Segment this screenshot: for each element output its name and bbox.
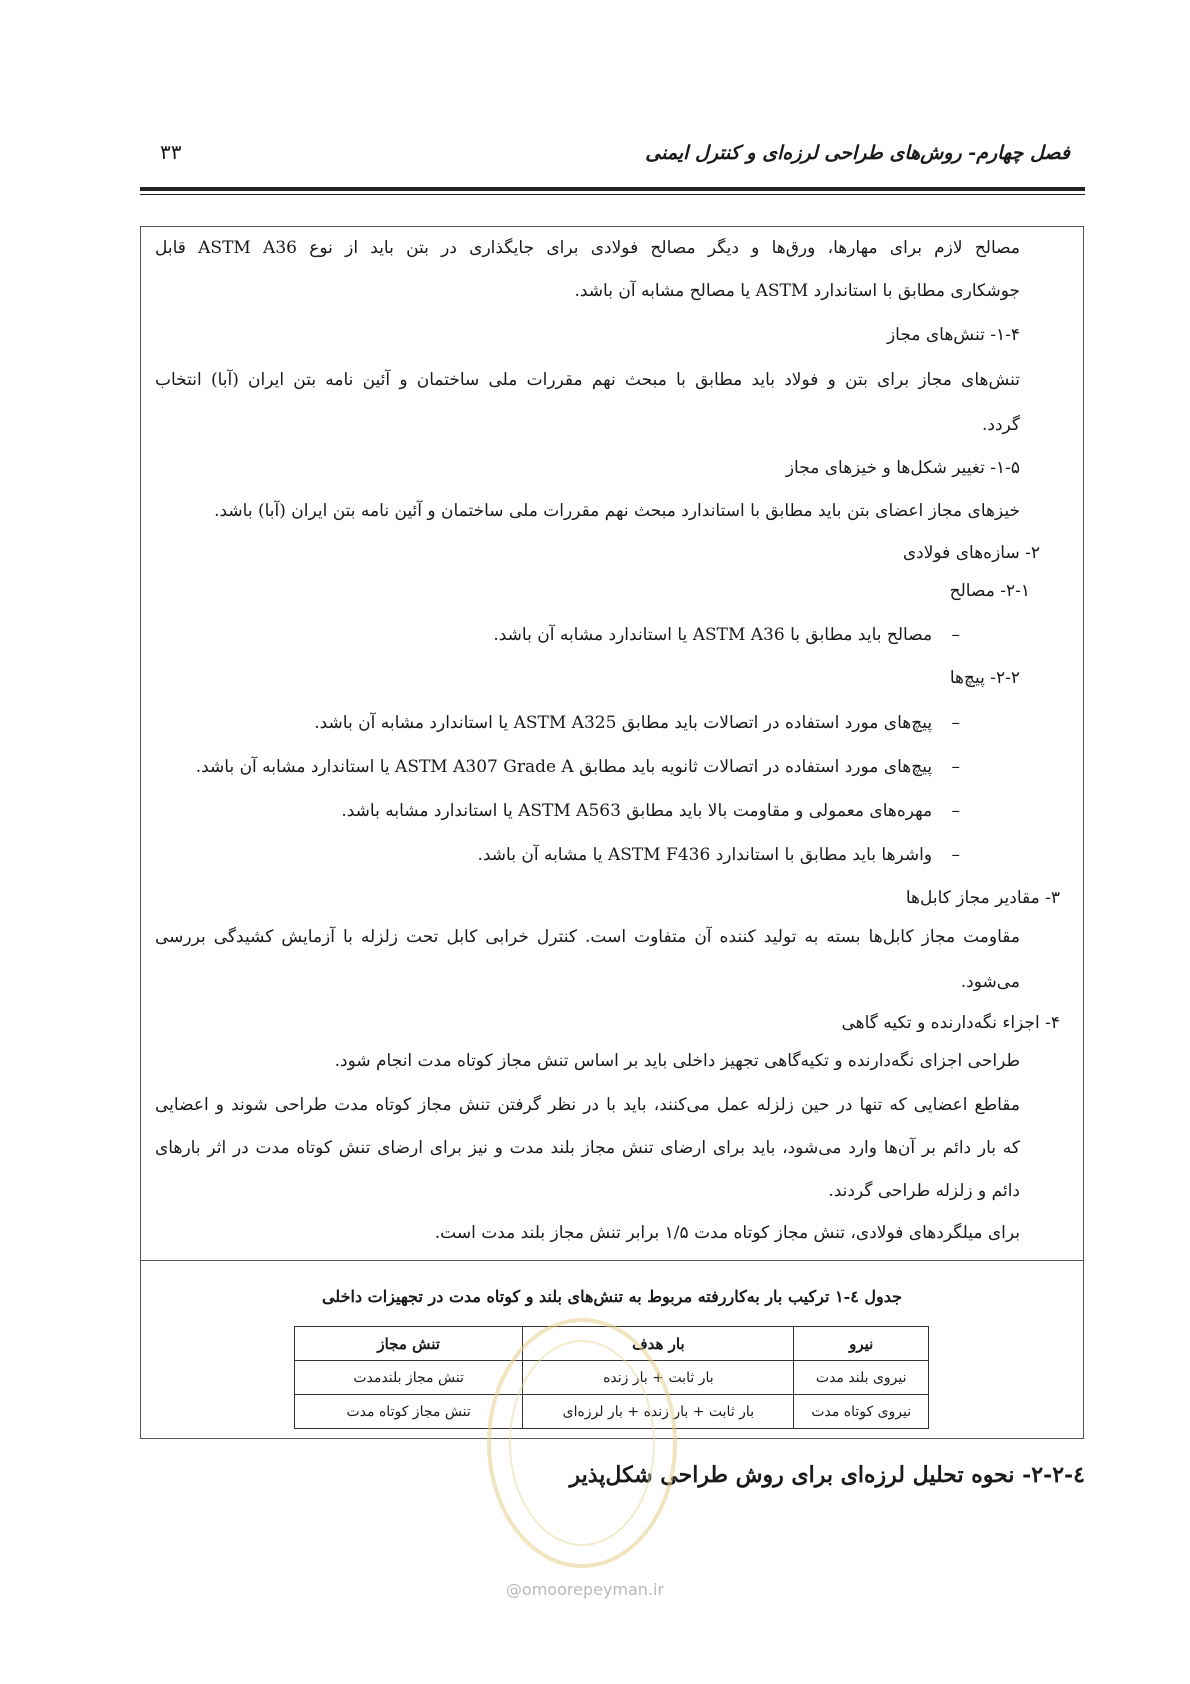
section-item: ۳- مقادیر مجاز کابل‌ها <box>905 888 1060 908</box>
content-frame <box>140 226 1084 1439</box>
paragraph-line: مصالح لازم برای مهارها، ورق‌ها و دیگر مصالح فولادی برای جایگذاری در بتن باید از نوع ASTM A36 قابل <box>155 238 1020 258</box>
table-cell: بار ثابت + بار زنده + بار لرزه‌ای <box>523 1395 794 1429</box>
bullet-dash: – <box>951 757 960 777</box>
bullet-item <box>341 796 960 826</box>
subsection-heading: ۲-۲- پیچ‌ها <box>949 668 1020 688</box>
watermark-seal-ring-icon <box>509 1340 655 1546</box>
table-cell: تنش مجاز بلندمدت <box>295 1361 523 1395</box>
subsection-heading: ۱-۵- تغییر شکل‌ها و خیزهای مجاز <box>785 458 1020 478</box>
subsection-heading: ۲-۱- مصالح <box>949 581 1030 601</box>
section-item: ۴- اجزاء نگه‌دارنده و تکیه گاهی <box>841 1013 1060 1033</box>
table-header-cell: بار هدف <box>523 1327 794 1361</box>
table-section-divider <box>140 1260 1084 1261</box>
paragraph-line: برای میلگردهای فولادی، تنش مجاز کوتاه مدت ۱/۵ برابر تنش مجاز بلند مدت است. <box>434 1223 1020 1243</box>
bullet-item <box>196 752 960 782</box>
subsection-heading: ۱-۴- تنش‌های مجاز <box>886 325 1020 345</box>
table-header-cell: نیرو <box>794 1327 929 1361</box>
paragraph-line: مقاطع اعضایی که تنها در حین زلزله عمل می‌کنند، باید با در نظر گرفتن تنش مجاز کوتاه مدت طراحی شوند و اعضایی <box>155 1095 1020 1115</box>
chapter-title: فصل چهارم- روش‌های طراحی لرزه‌ای و کنترل ایمنی <box>645 142 1070 164</box>
paragraph-line: دائم و زلزله طراحی گردند. <box>828 1181 1020 1201</box>
bullet-item <box>477 840 960 870</box>
page-number: ۳۳ <box>160 140 182 164</box>
table-cell: تنش مجاز کوتاه مدت <box>295 1395 523 1429</box>
table-cell: نیروی بلند مدت <box>794 1361 929 1395</box>
table-cell: نیروی کوتاه مدت <box>794 1395 929 1429</box>
section-heading: ٤-٢-٢- نحوه تحلیل لرزه‌ای برای روش طراحی شکل‌پذیر <box>569 1462 1085 1488</box>
paragraph-line: مقاومت مجاز کابل‌ها بسته به تولید کننده آن متفاوت است. کنترل خرابی کابل تحت زلزله با آزمایش کشیدگی بررسی <box>155 927 1020 947</box>
bullet-text: مصالح باید مطابق با ASTM A36 یا استاندارد مشابه آن باشد. <box>493 625 933 645</box>
bullet-dash: – <box>951 625 960 645</box>
bullet-item <box>314 708 960 738</box>
paragraph-line: تنش‌های مجاز برای بتن و فولاد باید مطابق با مبحث نهم مقررات ملی ساختمان و آئین نامه بتن ایران (آبا) انتخاب <box>155 370 1020 390</box>
table-cell: بار ثابت + بار زنده <box>523 1361 794 1395</box>
bullet-dash: – <box>951 845 960 865</box>
bullet-dash: – <box>951 713 960 733</box>
bullet-text: مهره‌های معمولی و مقاومت بالا باید مطابق ASTM A563 یا استاندارد مشابه باشد. <box>341 801 933 821</box>
paragraph-line: می‌شود. <box>960 972 1020 992</box>
table-caption: جدول ٤-١ ترکیب بار به‌کاررفته مربوط به تنش‌های بلند و کوتاه مدت در تجهیزات داخلی <box>321 1287 903 1306</box>
header-rule-thin <box>140 194 1085 195</box>
paragraph-line: طراحی اجزای نگه‌دارنده و تکیه‌گاهی تجهیز داخلی باید بر اساس تنش مجاز کوتاه مدت انجام شود. <box>334 1051 1020 1071</box>
paragraph-line: گردد. <box>981 415 1020 435</box>
paragraph-line: که بار دائم بر آن‌ها وارد می‌شود، باید برای ارضای تنش مجاز بلند مدت و نیز برای ارضای تنش کوتاه مدت در اثر بارهای <box>155 1138 1020 1158</box>
paragraph-line: جوشکاری مطابق با استاندارد ASTM یا مصالح مشابه آن باشد. <box>574 281 1020 301</box>
bullet-item <box>493 620 960 650</box>
watermark-text: @omoorepeyman.ir <box>505 1580 665 1599</box>
paragraph-line: خیزهای مجاز اعضای بتن باید مطابق با استاندارد مبحث نهم مقررات ملی ساختمان و آئین نامه بتن ایران (آبا) باشد. <box>214 501 1020 521</box>
bullet-text: پیچ‌های مورد استفاده در اتصالات باید مطابق ASTM A325 یا استاندارد مشابه آن باشد. <box>314 713 933 733</box>
bullet-text: واشرها باید مطابق با استاندارد ASTM F436 یا مشابه آن باشد. <box>477 845 933 865</box>
bullet-text: پیچ‌های مورد استفاده در اتصالات ثانویه باید مطابق ASTM A307 Grade A یا استاندارد مشابه آن باشد. <box>195 757 933 777</box>
header-rule-thick <box>140 187 1085 191</box>
table-header-cell: تنش مجاز <box>295 1327 523 1361</box>
bullet-dash: – <box>951 801 960 821</box>
section-item: ۲- سازه‌های فولادی <box>902 543 1040 563</box>
